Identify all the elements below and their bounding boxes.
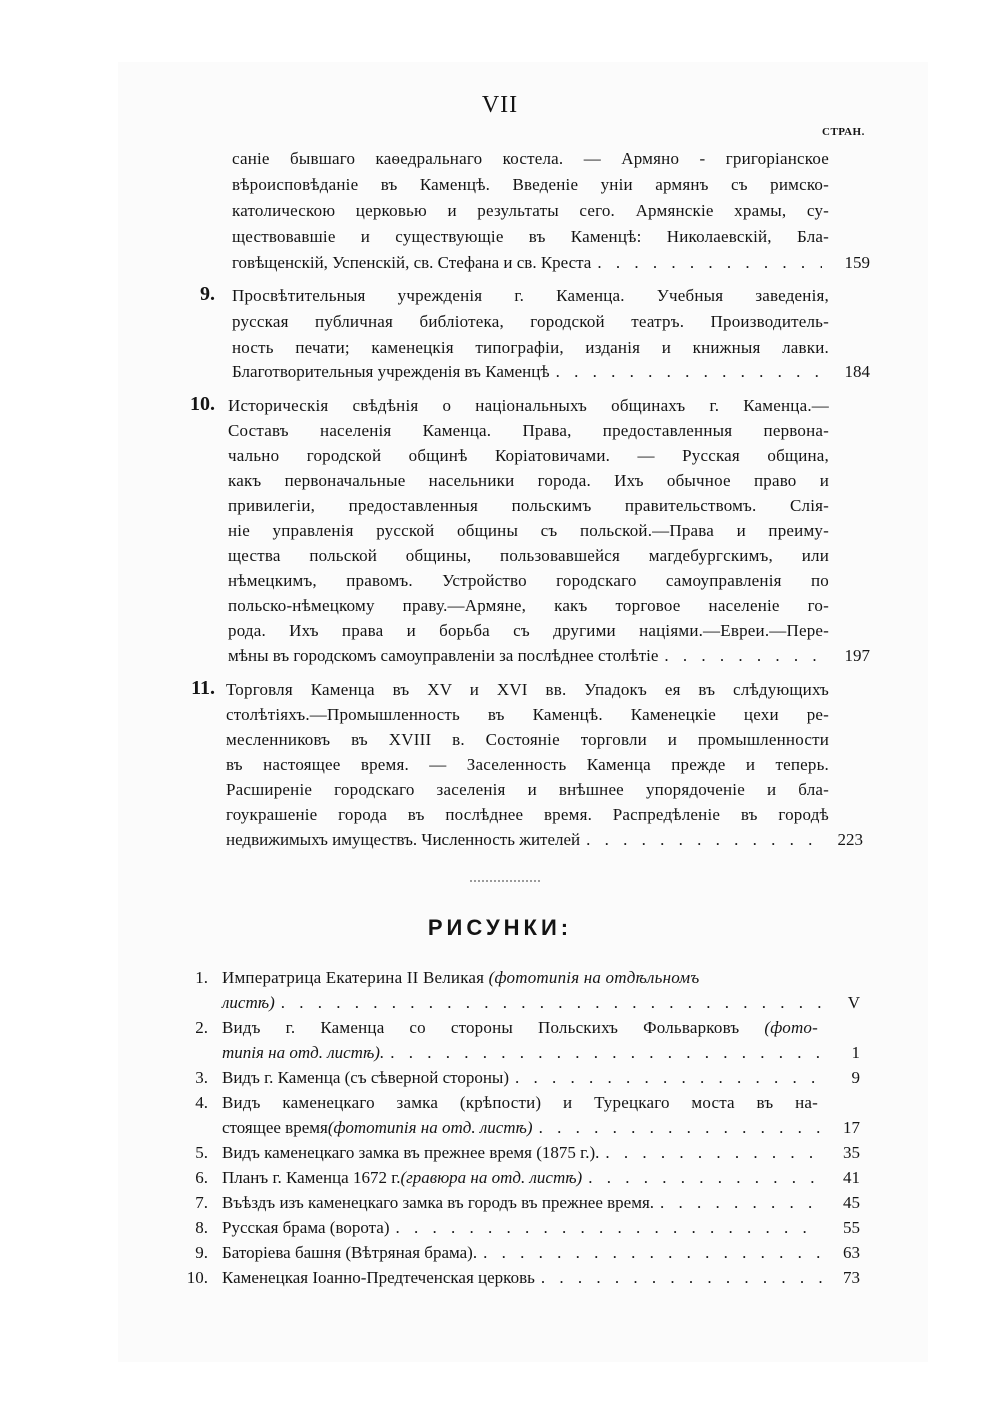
figure-page-number: 55 (843, 1218, 860, 1237)
toc-entry-number: 9. (200, 283, 215, 305)
figure-title (222, 968, 699, 988)
toc-line: рода. Ихъ права и борьба съ другими націями.—Евреи.—Пере- (228, 621, 829, 640)
figure-leader-line (222, 1268, 822, 1288)
figure-title-text: Императрица Екатерина II Великая (222, 968, 489, 987)
toc-entry-number: 10. (190, 393, 215, 415)
figure-number: 9. (195, 1243, 208, 1262)
toc-line: мѣны въ городскомъ самоуправленіи за послѣднее столѣтіе (228, 646, 659, 665)
figure-title-text: Русская брама (ворота) (222, 1218, 390, 1237)
toc-line: какъ первоначальные насельники города. Ихъ обычное право и (228, 471, 829, 490)
toc-line: польско-нѣмецкому праву.—Армяне, какъ торговое населеніе го- (228, 596, 829, 615)
toc-line: вѣроисповѣданіе въ Каменцѣ. Введеніе уніи армянъ съ римско- (232, 175, 829, 194)
figure-page-number: V (847, 993, 860, 1012)
figure-number: 10. (186, 1268, 208, 1287)
toc-line: ществовавшіе и существующіе въ Каменцѣ: Николаевскій, Бла- (232, 227, 829, 246)
toc-page-number: 197 (844, 646, 870, 665)
figure-number: 8. (195, 1218, 208, 1237)
dot-leader (599, 1143, 822, 1163)
figure-leader-line (222, 1168, 822, 1188)
figure-page-number: 17 (843, 1118, 860, 1137)
figure-leader-line (222, 1118, 822, 1138)
figure-number: 3. (195, 1068, 208, 1087)
toc-line: чально городской общинѣ Коріатовичами. — Русская община, (228, 446, 829, 465)
toc-line: русская публичная библіотека, городской театръ. Производитель- (232, 312, 829, 331)
figure-title-note: типія на отд. листѣ). (222, 1043, 385, 1062)
toc-leader-line (232, 362, 822, 382)
figure-leader-line (222, 1243, 822, 1263)
figure-title: Видъ каменецкаго замка (крѣпости) и Турецкаго моста въ на- (222, 1093, 818, 1112)
figure-title-text: Въѣздъ изъ каменецкаго замка въ городъ въ прежнее время. (222, 1193, 655, 1212)
dot-leader (533, 1118, 822, 1138)
figure-title-note: (фото- (764, 1018, 818, 1037)
toc-leader-line (226, 830, 822, 850)
dot-leader (509, 1068, 822, 1088)
toc-line: Благотворительныя учрежденія въ Каменцѣ (232, 362, 550, 381)
toc-entry-number: 11. (191, 677, 215, 699)
figure-page-number: 63 (843, 1243, 860, 1262)
dot-leader (658, 646, 822, 666)
toc-line: столѣтіяхъ.—Промышленность въ Каменцѣ. Каменецкіе цехи ре- (226, 705, 829, 724)
figure-page-number: 1 (851, 1043, 860, 1062)
figure-page-number: 41 (843, 1168, 860, 1187)
toc-line: католическою церковью и результаты сего. Армянскіе храмы, су- (232, 201, 829, 220)
toc-line: въ настоящее время. — Заселенность Каменца прежде и теперь. (226, 755, 829, 774)
figure-title-note: (фототипія на отд. листѣ) (327, 1118, 533, 1137)
section-ornament (470, 880, 540, 885)
dot-leader (477, 1243, 822, 1263)
figure-title-note: листѣ) (222, 993, 275, 1012)
dot-leader (591, 253, 822, 273)
figure-title-note: (гравюра на отд. листѣ) (400, 1168, 583, 1187)
figure-title-text: Видъ каменецкаго замка въ прежнее время (1875 г.). (222, 1143, 600, 1162)
toc-line: гоукрашеніе города въ послѣднее время. Распредѣленіе въ городѣ (226, 805, 829, 824)
toc-line: месленниковъ въ XVIII в. Состояніе торговли и промышленности (226, 730, 829, 749)
toc-line: привилегіи, предоставленныя польскимъ правительствомъ. Слія- (228, 496, 829, 515)
figure-page-number: 73 (843, 1268, 860, 1287)
toc-line: Торговля Каменца въ XV и XVI вв. Упадокъ ея въ слѣдующихъ (226, 680, 829, 699)
toc-line: говѣщенскій, Успенскій, св. Стефана и св. Креста (232, 253, 592, 272)
page-column-label: СТРАН. (822, 126, 865, 138)
figure-title-text: Планъ г. Каменца 1672 г. (222, 1168, 401, 1187)
figure-title-text: Каменецкая Іоанно-Предтеченская церковь (222, 1268, 535, 1287)
toc-line: нѣмецкимъ, правомъ. Устройство городскаго самоуправленія по (228, 571, 829, 590)
toc-line: Историческія свѣдѣнія о національныхъ общинахъ г. Каменца.— (228, 396, 829, 415)
toc-line: ность печати; каменецкія типографіи, изданія и книжныя лавки. (232, 338, 829, 357)
figure-title-note: (фототипія на отдѣльномъ (488, 968, 700, 987)
figure-title-text: Баторіева башня (Вѣтряная брама). (222, 1243, 478, 1262)
figure-number: 7. (195, 1193, 208, 1212)
dot-leader (580, 830, 822, 850)
figure-title-text: Видъ г. Каменца (съ сѣверной стороны) (222, 1068, 510, 1087)
dot-leader (582, 1168, 822, 1188)
figure-title-text: стоящее время (222, 1118, 328, 1137)
toc-line: Расширеніе городскаго заселенія и внѣшнее упорядоченіе и бла- (226, 780, 829, 799)
figure-number: 6. (195, 1168, 208, 1187)
dot-leader (550, 362, 822, 382)
figure-number: 4. (195, 1093, 208, 1112)
dot-leader (654, 1193, 822, 1213)
toc-leader-line (232, 253, 822, 273)
figure-number: 1. (195, 968, 208, 987)
toc-page-number: 184 (844, 362, 870, 381)
figure-leader-line (222, 993, 822, 1013)
figure-page-number: 35 (843, 1143, 860, 1162)
figure-page-number: 9 (851, 1068, 860, 1087)
toc-line: щества польской общины, пользовавшейся магдебургскимъ, или (228, 546, 829, 565)
figure-leader-line (222, 1218, 822, 1238)
dot-leader (535, 1268, 822, 1288)
toc-line: ніе управленія русской общины съ польской.—Права и преиму- (228, 521, 829, 540)
dot-leader (390, 1218, 823, 1238)
figure-leader-line (222, 1193, 822, 1213)
figure-leader-line (222, 1143, 822, 1163)
figure-leader-line (222, 1068, 822, 1088)
figure-page-number: 45 (843, 1193, 860, 1212)
toc-line: Просвѣтительныя учрежденія г. Каменца. Учебныя заведенія, (232, 286, 829, 305)
figure-leader-line (222, 1043, 822, 1063)
toc-page-number: 159 (844, 253, 870, 272)
page-folio: VII (481, 92, 519, 118)
figures-heading: РИСУНКИ: (427, 915, 573, 940)
dot-leader (275, 993, 822, 1013)
toc-line: Составъ населенія Каменца. Права, предоставленныя первона- (228, 421, 829, 440)
figure-title-text: Видъ г. Каменца со стороны Польскихъ Фольварковъ (222, 1018, 765, 1037)
toc-leader-line (228, 646, 822, 666)
figure-number: 2. (195, 1018, 208, 1037)
toc-page-number: 223 (837, 830, 863, 849)
figure-title (222, 1018, 818, 1038)
toc-line: саніе бывшаго каѳедральнаго костела. — Армяно - григоріанское (232, 149, 829, 168)
figure-number: 5. (195, 1143, 208, 1162)
toc-line: недвижимыхъ имуществъ. Численность жителей (226, 830, 581, 849)
dot-leader (384, 1043, 822, 1063)
